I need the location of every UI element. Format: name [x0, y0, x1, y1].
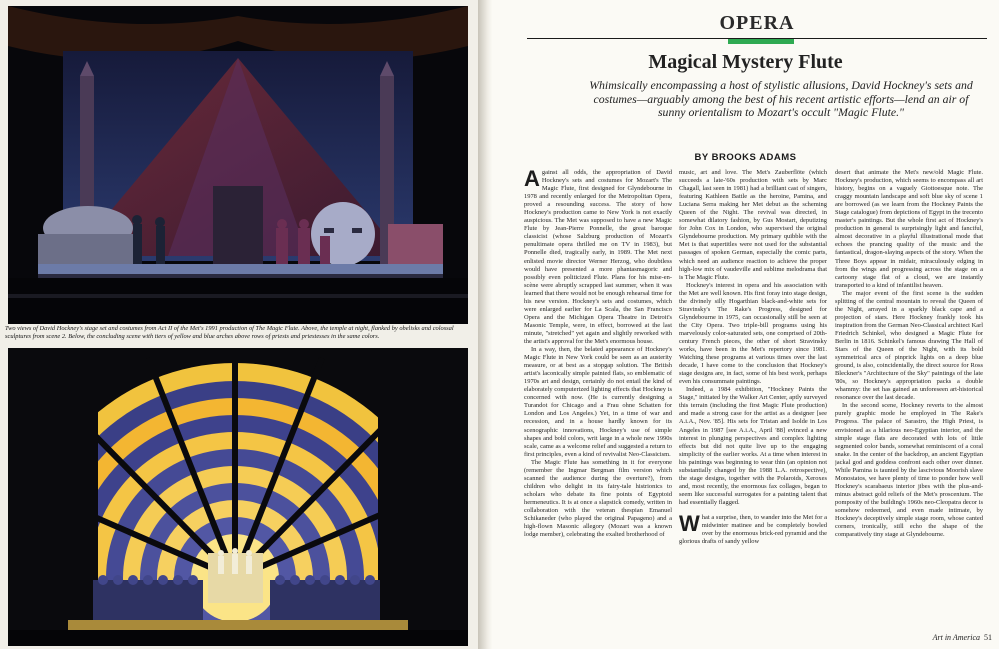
- paragraph: In a way, then, the belated appearance of Hockney's Magic Flute in New York could be seen as an austerity measure, or at best as a stopgap solution. The British artist's laconically simple painted flats, so emblematic of 1970s art and design, certainly do not entail the kind of elaborately computerized lighting effects that Hockney is concerned with now. (He is currently designing a Turandot for Chicago and a Frau ohne Schatten for London and Los Angeles.) Yet, in a time of war and recession, and in a house hardly known for its scenographic innovations, Hockney's use of simple shapes and bold colors, writ large in a whole new 1990s scale, came as a welcome relief and suggested a return to first principles, even a kind of revivalist Neo-Classicism.: [524, 346, 672, 458]
- paragraph: Hockney's interest in opera and his association with the Met are well known. His first foray into stage design, the divinely silly Hogarthian black-and-white sets for Stravinsky's The Rake's Progress, designed for Glyndebourne in 1975, can occasionally still be seen at the City Opera. Two triple-bill programs using his marvelously color-saturated sets, one comprised of 20th-century French pieces, the other of short Stravinsky works, have been in the Met's repertory since 1981. Watching these programs at various times over the last decade, I have come to the conclusion that Hockney's stage designs are, in fact, some of his best work, perhaps even his consummate paintings.: [679, 281, 827, 386]
- paragraph: The major event of the first scene is the sudden splitting of the central mountain to reveal the Queen of the Night, arrayed in a sparkly black cape and a projection of stars. Here Hockney frankly took his inspiration from the German Neo-Classical architect Karl Friedrich Schinkel, who designed a Magic Flute for Berlin in 1816. Schinkel's famous drawing The Hall of Stars of the Queen of the Night, with its bold symmetrical arcs of pinprick lights on a deep blue ground, is also, coincidentally, the direct source for Ross Bleckner's "Architecture of the Sky" paintings of the late '80s, so Hockney's appropriation packs a double whammy: the set has gained an unforeseen art-historical resonance over the last decade.: [835, 289, 983, 402]
- paragraph: music, art and love. The Met's Zauberflöte (which succeeds a late-'60s production with sets by Marc Chagall, last seen in 1981) had a brilliant cast of singers, featuring Kathleen Battle as the heroine, Pamina, and Luciana Serra making her Met debut as the scheming Queen of the Night. The revival was directed, in somewhat dilatory fashion, by Gus Mostart, deputizing for John Cox in London, who supervised the original Glyndebourne production. My primary quibble with the Met is that supertitles were not used for the substantial passages of spoken German, especially the comic parts, which need an audience reaction to achieve the proper high-low mix of vaudeville and sublime melodrama that is The Magic Flute.: [679, 169, 827, 281]
- page-gutter: [478, 0, 492, 649]
- article-column-1: [524, 169, 672, 631]
- photo-caption: Two views of David Hockney's stage set and costumes from Act II of the Met's 1991 production of The Magic Flute. Above, the temple at night, flanked by obelisks and colossal sculptures from scene 2. Below, the concluding scene with tiers of yellow and blue arches above rows of priests and priestesses in the same colors.: [5, 325, 454, 341]
- paragraph-text: gainst all odds, the appropriation of David Hockney's sets and costumes for Mozart's The Magic Flute, first designed for Glyndebourne in 1978 and recently enlarged for the Metropolitan Opera, proved a resounding success. The story of how Hockney's production came to New York is not exactly auspicious. The Met was supposed to have a new Magic Flute by Jean-Pierre Ponnelle, the great baroque classicist (whose Salzburg production of Mozart's penultimate opera thrilled me on TV in 1983), but Ponnelle died, tragically early, in 1989. The Met next enlisted movie director Werner Herzog, who doubtless would have presented a more phantasmagoric and possibly even politicized Flute. Plans for his mise-en-scène were abruptly scrapped last summer, when it was learned that there would not be enough rehearsal time for his new version. Hockney's sets and costumes, which were enlarged earlier for La Scala, the San Francisco Opera and the Michigan Opera Theatre in Detroit's Masonic Temple, were, in effect, borrowed at the last minute, "stretched" yet again and slightly reworked with the artist's approval for the Met's enormous house.: [524, 169, 672, 345]
- article-byline: BY BROOKS ADAMS: [694, 152, 797, 163]
- temple-night-illustration: [8, 6, 468, 324]
- publication-name: Art in America: [932, 633, 980, 642]
- article-column-3: [835, 169, 983, 631]
- article-column-2: [679, 169, 827, 631]
- final-scene-illustration: [8, 348, 468, 646]
- drop-cap: A: [524, 169, 540, 191]
- left-page: [0, 0, 478, 649]
- paragraph: [679, 510, 827, 546]
- paragraph-text: hat a surprise, then, to wander into the Met for a midwinter matinee and be completely bowled over by the enormous brick-red pyramid and the glorious drafts of sandy yellow: [679, 513, 827, 546]
- article-headline: Magical Mystery Flute: [648, 51, 843, 73]
- page-folio: [492, 633, 992, 642]
- paragraph: In the second scene, Hockney reverts to the almost purely graphic mode he employed in The Rake's Progress. The palace of Sarastro, the High Priest, is envisioned as a hilarious neo-Egyptian interior, and the simple stage flats are decorated with lots of little segmented color bands, somewhat reminiscent of a coral snake. In the center of the backdrop, an ancient Egyptian jackal god and goddess confront each other over dinner. While Pamina is taunted by the lascivious Moorish slave Monostatos, we have plenty of time to ponder how well Hockney's scarabaeus interior jibes with the plus-and-minus abstract gold reliefs of the Met's proscenium. The pomposity of the building's 1960s neo-Cleopatra decor is somehow redeemed, and even made intimate, by Hockney's deceptively simple stage room, whose canted corners, ironically, still echo the shape of the comparatively tiny stage at Glyndebourne.: [835, 402, 983, 539]
- right-page: [492, 0, 999, 649]
- stage-photo-temple-night: [8, 6, 468, 324]
- section-header: [527, 6, 987, 39]
- section-accent-bar: [728, 39, 794, 44]
- paragraph: desert that animate the Met's new/old Magic Flute. Hockney's production, which seems to encompass all art history, begins on a vaguely Giottoesque note. The craggy mountain landscape and soft blue sky of scene 1 are borrowed (as we learn from the Hockney Paints the Stage catalogue) from depictions of Egypt in the trecento master's paintings. But the whole first act of Hockney's production in general is surprisingly light and fanciful, almost decorative in a playful illustrational mode that echoes the prancing quality of the music and the fantastical, dragon-slaying aspects of the story. When the Three Boys appear in midair, miraculously edging in from the wings and progressing across the stage on a cartoony stage flat of a cloud, we are instantly transported to a kind of infantilist heaven.: [835, 169, 983, 289]
- paragraph: [524, 169, 672, 346]
- paragraph: Indeed, a 1984 exhibition, "Hockney Paints the Stage," initiated by the Walker Art Center, aptly surveyed this terrain (including the first Magic Flute production) and made a strong case for the artist as a designer [see A.i.A., Nov. '85]. His sets for Tristan and Isolde in Los Angeles in 1987 [see A.i.A., April '88] evinced a new interest in plunging perspectives and complex lighting effects but did not quite live up to the engaging simplicity of the earlier works. At a time when interest in his paintings was beginning to wear thin (an opinion not substantially changed by the 1988 L.A. retrospective), the stage designs, together with the Polaroids, Xeroxes and, most recently, the enormous fax collages, began to seem like successful surrogates for a painting talent that had essentially flagged.: [679, 386, 827, 506]
- section-label: OPERA: [719, 12, 795, 34]
- page-number: 51: [984, 633, 992, 642]
- article-deck: Whimsically encompassing a host of stylistic allusions, David Hockney's sets and costumes—arguably among the best of his recent artistic efforts—lend an air of sunny orientalism to Mozart's occult "Magic Flute.": [589, 78, 973, 120]
- drop-cap: W: [679, 510, 700, 536]
- stage-photo-final-scene: [8, 348, 468, 646]
- paragraph: The Magic Flute has something in it for everyone (remember the Ingmar Bergman film version which scanned the audience during the overture?), from children who delight in its fairy-tale histrionics to scholars who debate its fine points of Egyptoid hermeneutics. It is at once a slapstick comedy, written in collaboration with the veteran thespian Emanuel Schikaneder (who played the original Papageno) and a high-flown Masonic allegory (Mozart was a known lodge member), celebrating the exalted brotherhood of: [524, 458, 672, 539]
